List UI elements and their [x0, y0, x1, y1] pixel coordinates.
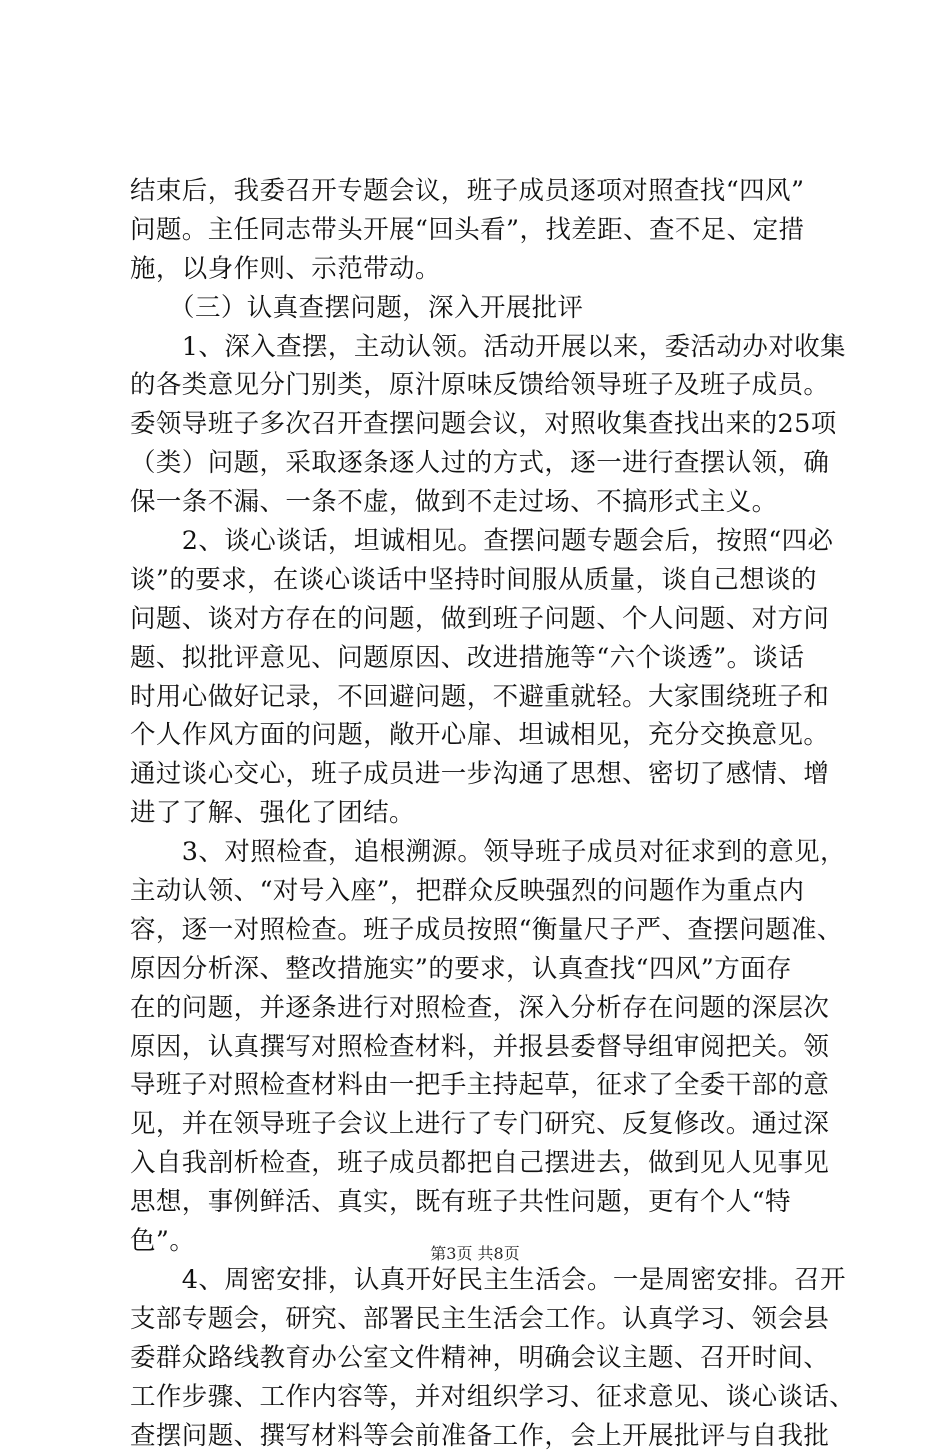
text-line: 主动认领、“对号入座”，把群众反映强烈的问题作为重点内: [130, 872, 830, 911]
section-heading: （三）认真查摆问题，深入开展批评: [130, 289, 830, 328]
text-line: 容，逐一对照检查。班子成员按照“衡量尺子严、查摆问题准、: [130, 911, 830, 950]
text-line: 原因，认真撰写对照检查材料，并报县委督导组审阅把关。领: [130, 1028, 830, 1067]
text-line: 导班子对照检查材料由一把手主持起草，征求了全委干部的意: [130, 1066, 830, 1105]
text-line: 谈”的要求，在谈心谈话中坚持时间服从质量，谈自己想谈的: [130, 561, 830, 600]
text-line: 入自我剖析检查，班子成员都把自己摆进去，做到见人见事见: [130, 1144, 830, 1183]
text-line: 1、深入查摆，主动认领。活动开展以来，委活动办对收集: [130, 328, 830, 367]
text-line: 时用心做好记录，不回避问题，不避重就轻。大家围绕班子和: [130, 678, 830, 717]
text-line: 保一条不漏、一条不虚，做到不走过场、不搞形式主义。: [130, 483, 830, 522]
text-line: 2、谈心谈话，坦诚相见。查摆问题专题会后，按照“四必: [130, 522, 830, 561]
text-line: 查摆问题、撰写材料等会前准备工作，会上开展批评与自我批: [130, 1417, 830, 1455]
text-line: 进了了解、强化了团结。: [130, 794, 830, 833]
text-line: 委领导班子多次召开查摆问题会议，对照收集查找出来的25项: [130, 405, 830, 444]
text-line: 工作步骤、工作内容等，并对组织学习、征求意见、谈心谈话、: [130, 1378, 830, 1417]
text-line: （类）问题，采取逐条逐人过的方式，逐一进行查摆认领，确: [130, 444, 830, 483]
text-line: 思想，事例鲜活、真实，既有班子共性问题，更有个人“特: [130, 1183, 830, 1222]
text-line: 色”。: [130, 1222, 830, 1261]
text-line: 原因分析深、整改措施实”的要求，认真查找“四风”方面存: [130, 950, 830, 989]
text-line: 在的问题，并逐条进行对照检查，深入分析存在问题的深层次: [130, 989, 830, 1028]
text-line: 个人作风方面的问题，敞开心扉、坦诚相见，充分交换意见。: [130, 716, 830, 755]
text-line: 通过谈心交心，班子成员进一步沟通了思想、密切了感情、增: [130, 755, 830, 794]
text-line: 结束后，我委召开专题会议，班子成员逐项对照查找“四风”: [130, 172, 830, 211]
text-line: 支部专题会，研究、部署民主生活会工作。认真学习、领会县: [130, 1300, 830, 1339]
page-footer: [0, 1244, 950, 1264]
text-line: 见，并在领导班子会议上进行了专门研究、反复修改。通过深: [130, 1105, 830, 1144]
text-line: 施，以身作则、示范带动。: [130, 250, 830, 289]
text-line: 委群众路线教育办公室文件精神，明确会议主题、召开时间、: [130, 1339, 830, 1378]
text-line: 问题、谈对方存在的问题，做到班子问题、个人问题、对方问: [130, 600, 830, 639]
page-number: 第3页 共8页: [430, 1244, 519, 1263]
text-line: 的各类意见分门别类，原汁原味反馈给领导班子及班子成员。: [130, 366, 830, 405]
text-line: 题、拟批评意见、问题原因、改进措施等“六个谈透”。谈话: [130, 639, 830, 678]
text-line: 问题。主任同志带头开展“回头看”，找差距、查不足、定措: [130, 211, 830, 250]
text-line: 4、周密安排，认真开好民主生活会。一是周密安排。召开: [130, 1261, 830, 1300]
text-line: 3、对照检查，追根溯源。领导班子成员对征求到的意见，: [130, 833, 830, 872]
